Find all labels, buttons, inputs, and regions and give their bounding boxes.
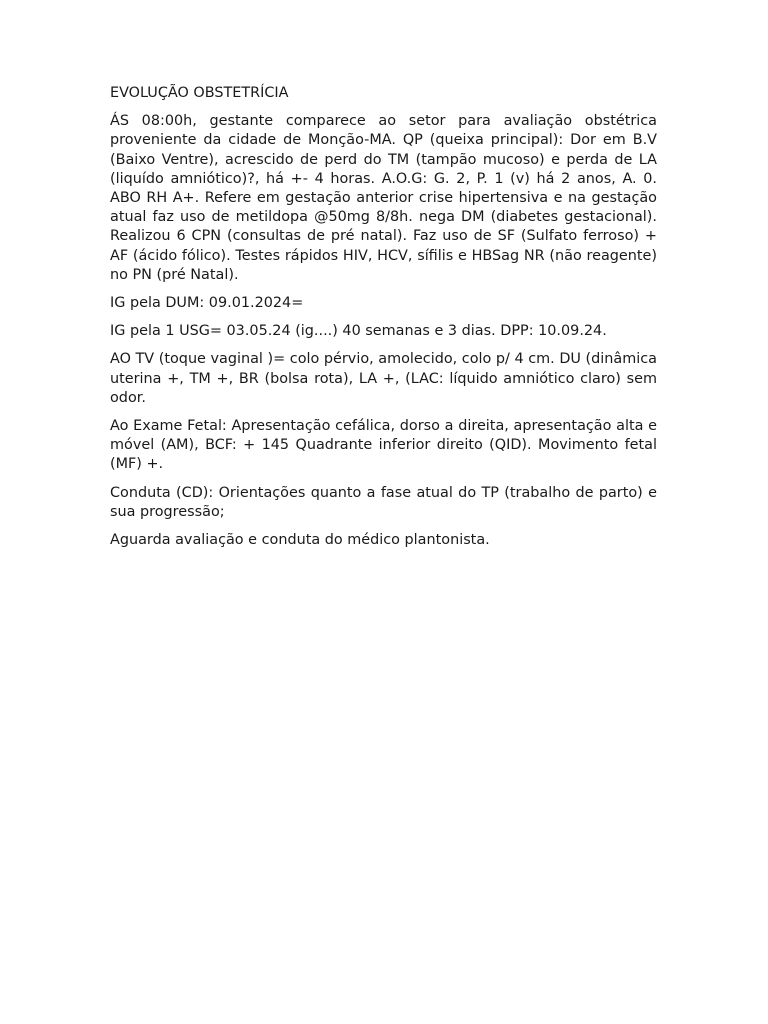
paragraph-fetal-exam: Ao Exame Fetal: Apresentação cefálica, dorso a direita, apresentação alta e móvel (AM), BCF: + 145 Quadrante inferior direito (QID). Movimento fetal (MF) +.: [110, 418, 657, 473]
paragraph-conduct: Conduta (CD): Orientações quanto a fase atual do TP (trabalho de parto) e sua progressão;: [110, 484, 657, 520]
document-title: EVOLUÇÃO OBSTETRÍCIA: [110, 85, 289, 101]
paragraph-ig-usg: IG pela 1 USG= 03.05.24 (ig....) 40 semanas e 3 dias. DPP: 10.09.24.: [110, 323, 607, 340]
paragraph-admission: ÁS 08:00h, gestante comparece ao setor para avaliação obstétrica proveniente da cidade de Monção-MA. QP (queixa principal): Dor em B.V (Baixo Ventre), acrescido de perd do TM (tampão mucoso) e perda de LA (liquído amniótico)?, há +- 4 horas. A.O.G: G. 2, P. 1 (v) há 2 anos, A. 0. ABO RH A+. Refere em gestação anterior crise hipertensiva e na gestação atual faz uso de metildopa @50mg 8/8h. nega DM (diabetes gestacional). Realizou 6 CPN (consultas de pré natal). Faz uso de SF (Sulfato ferroso) + AF (ácido fólico). Testes rápidos HIV, HCV, sífilis e HBSag NR (não reagente) no PN (pré Natal).: [110, 113, 657, 283]
paragraph-vaginal-exam: AO TV (toque vaginal )= colo pérvio, amolecido, colo p/ 4 cm. DU (dinâmica uterina +, TM +, BR (bolsa rota), LA +, (LAC: líquido amniótico claro) sem odor.: [110, 351, 657, 406]
paragraph-ig-dum: IG pela DUM: 09.01.2024=: [110, 295, 304, 312]
paragraph-awaiting: Aguarda avaliação e conduta do médico plantonista.: [110, 532, 490, 549]
document-page: [110, 84, 657, 559]
